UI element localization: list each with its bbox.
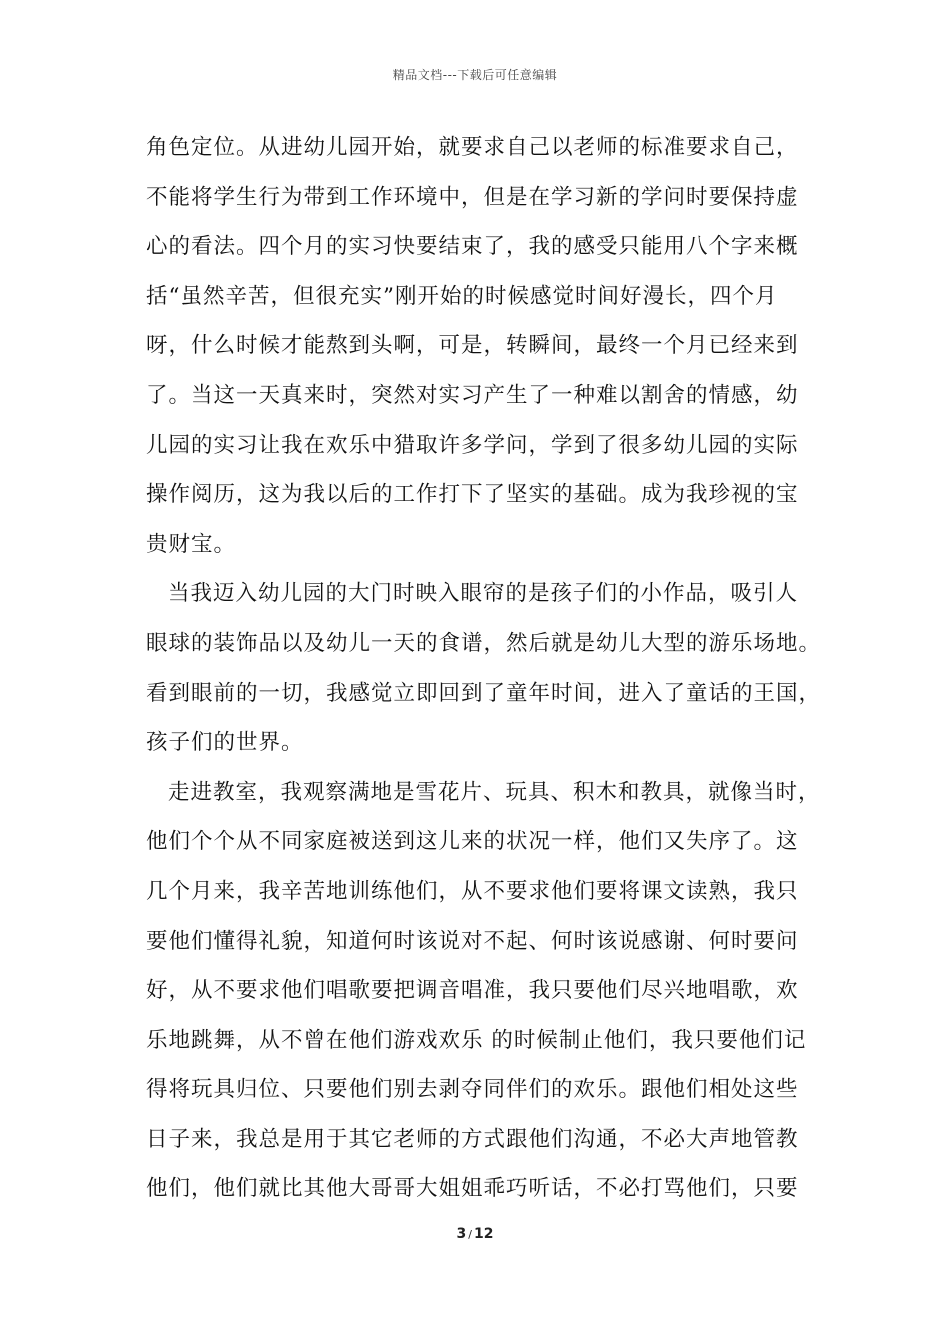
text-line: 日子来，我总是用于其它老师的方式跟他们沟通，不必大声地管教 — [146, 1126, 799, 1152]
text-line: 看到眼前的一切，我感觉立即回到了童年时间，进入了童话的王国， — [146, 680, 822, 706]
text-line: 好，从不要求他们唱歌要把调音唱准，我只要他们尽兴地唱歌，欢 — [146, 978, 799, 1004]
page-number — [0, 1226, 950, 1242]
text-line: 他们，他们就比其他大哥哥大姐姐乖巧听话，不必打骂他们，只要 — [146, 1176, 799, 1202]
text-line: 眼球的装饰品以及幼儿一天的食谱，然后就是幼儿大型的游乐场地。 — [146, 630, 822, 656]
text-line: 括“虽然辛苦，但很充实”刚开始的时候感觉时间好漫长，四个月 — [146, 283, 778, 309]
text-line: 孩子们的世界。 — [146, 730, 304, 756]
text-line: 几个月来，我辛苦地训练他们，从不要求他们要将课文读熟，我只 — [146, 878, 799, 904]
text-line: 操作阅历，这为我以后的工作打下了坚实的基础。成为我珍视的宝 — [146, 482, 799, 508]
text-line: 贵财宝。 — [146, 531, 237, 557]
text-line: 呀，什么时候才能熬到头啊，可是，转瞬间，最终一个月已经来到 — [146, 333, 799, 359]
text-line: 乐地跳舞，从不曾在他们游戏欢乐 的时候制止他们，我只要他们记 — [146, 1027, 807, 1053]
text-line: 了。当这一天真来时，突然对实习产生了一种难以割舍的情感，幼 — [146, 382, 799, 408]
current-page: 3 — [456, 1226, 467, 1242]
text-line: 得将玩具归位、只要他们别去剥夺同伴们的欢乐。跟他们相处这些 — [146, 1077, 799, 1103]
text-line: 他们个个从不同家庭被送到这儿来的状况一样，他们又失序了。这 — [146, 829, 799, 855]
text-line: 要他们懂得礼貌，知道何时该说对不起、何时该说感谢、何时要问 — [146, 928, 799, 954]
document-body — [146, 128, 822, 1219]
text-line: 角色定位。从进幼儿园开始，就要求自己以老师的标准要求自己， — [146, 135, 799, 160]
text-line: 儿园的实习让我在欢乐中猎取许多学问，学到了很多幼儿园的实际 — [146, 432, 799, 458]
text-line: 当我迈入幼儿园的大门时映入眼帘的是孩子们的小作品，吸引人 — [168, 581, 799, 607]
text-line: 心的看法。四个月的实习快要结束了，我的感受只能用八个字来概 — [146, 234, 799, 260]
total-pages: 12 — [473, 1226, 494, 1242]
page-separator: / — [468, 1228, 472, 1241]
text-line: 走进教室，我观察满地是雪花片、玩具、积木和教具，就像当时， — [168, 779, 821, 805]
text-line: 不能将学生行为带到工作环境中，但是在学习新的学问时要保持虚 — [146, 184, 799, 210]
page-header: 精品文档---下载后可任意编辑 — [392, 68, 558, 82]
